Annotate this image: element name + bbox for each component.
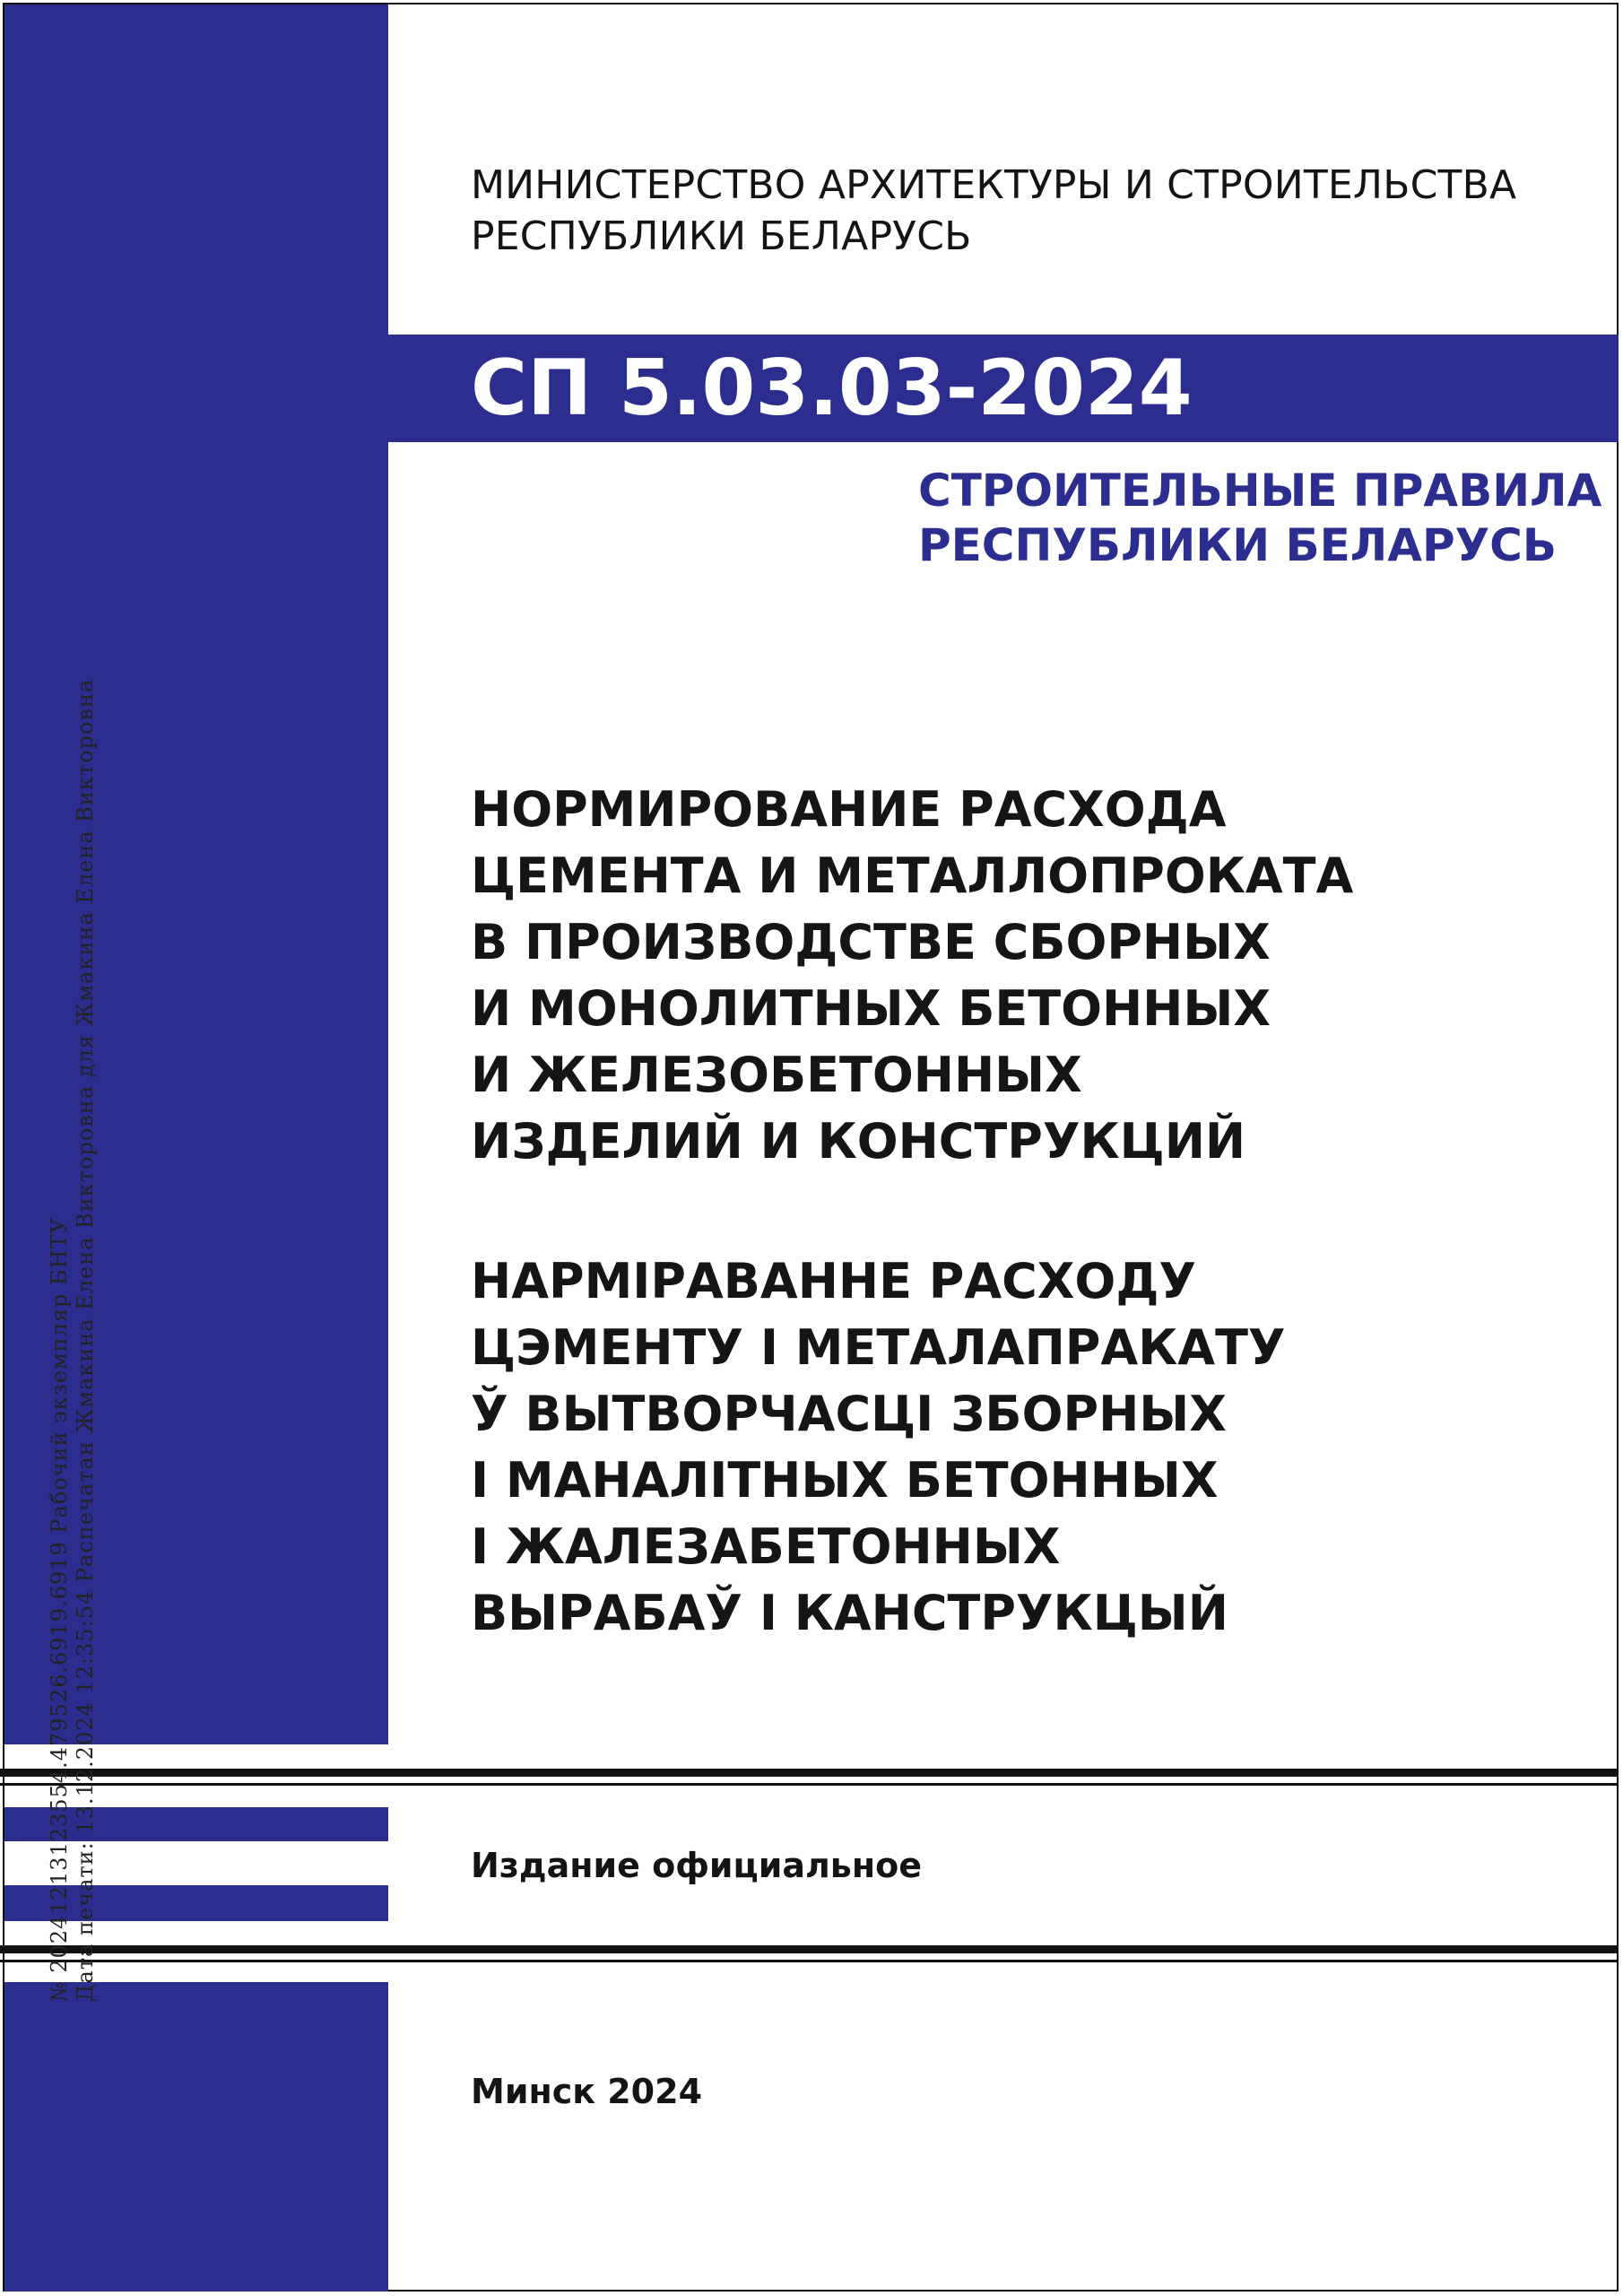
rules-label [918, 464, 1601, 573]
ministry-line-2: РЕСПУБЛИКИ БЕЛАРУСЬ [471, 213, 972, 259]
watermark-line-1: № 20241213123554.479526.6919.6919 Рабочий экземпляр БНТУ [47, 1217, 72, 2002]
title-ru-line: И МОНОЛИТНЫХ БЕТОННЫХ [471, 980, 1271, 1037]
title-ru-line: В ПРОИЗВОДСТВЕ СБОРНЫХ [471, 914, 1271, 970]
title-be-line: НАРМІРАВАННЕ РАСХОДУ [471, 1253, 1197, 1309]
title-ru-line: ИЗДЕЛИЙ И КОНСТРУКЦИЙ [471, 1113, 1246, 1170]
title-be-line: ЦЭМЕНТУ І МЕТАЛАПРАКАТУ [471, 1319, 1286, 1376]
title-be-line: ВЫРАБАЎ І КАНСТРУКЦЫЙ [471, 1585, 1228, 1641]
divider-thin-bottom [0, 1960, 1619, 1962]
title-be-line: І ЖАЛЕЗАБЕТОННЫХ [471, 1518, 1061, 1575]
title-be-line: Ў ВЫТВОРЧАСЦІ ЗБОРНЫХ [471, 1386, 1227, 1442]
title-belarusian [471, 1248, 1286, 1647]
city-year: Минск 2024 [471, 2072, 703, 2111]
rules-line-1: СТРОИТЕЛЬНЫЕ ПРАВИЛА [918, 465, 1602, 517]
watermark-line-2: Дата печати: 13.12.2024 12:35:54 Распечатан Жмакина Елена Викторовна для Жмакина Елена Викторовна [73, 678, 98, 2002]
title-ru-line: ЦЕМЕНТА И МЕТАЛЛОПРОКАТА [471, 848, 1354, 904]
left-stripe-bottom [4, 1982, 388, 2292]
print-watermark [47, 639, 99, 2002]
divider-thin-top [0, 1783, 1619, 1786]
ministry-line-1: МИНИСТЕРСТВО АРХИТЕКТУРЫ И СТРОИТЕЛЬСТВА [471, 162, 1517, 208]
rules-line-2: РЕСПУБЛИКИ БЕЛАРУСЬ [918, 519, 1557, 571]
document-code: СП 5.03.03-2024 [471, 344, 1193, 433]
title-be-line: І МАНАЛІТНЫХ БЕТОННЫХ [471, 1452, 1219, 1509]
ministry-header [471, 160, 1516, 262]
title-ru-line: НОРМИРОВАНИЕ РАСХОДА [471, 781, 1227, 838]
divider-thick-top [0, 1769, 1619, 1777]
title-russian [471, 777, 1353, 1175]
divider-thick-bottom [0, 1945, 1619, 1953]
title-ru-line: И ЖЕЛЕЗОБЕТОННЫХ [471, 1047, 1082, 1103]
edition-label: Издание официальное [471, 1846, 922, 1885]
